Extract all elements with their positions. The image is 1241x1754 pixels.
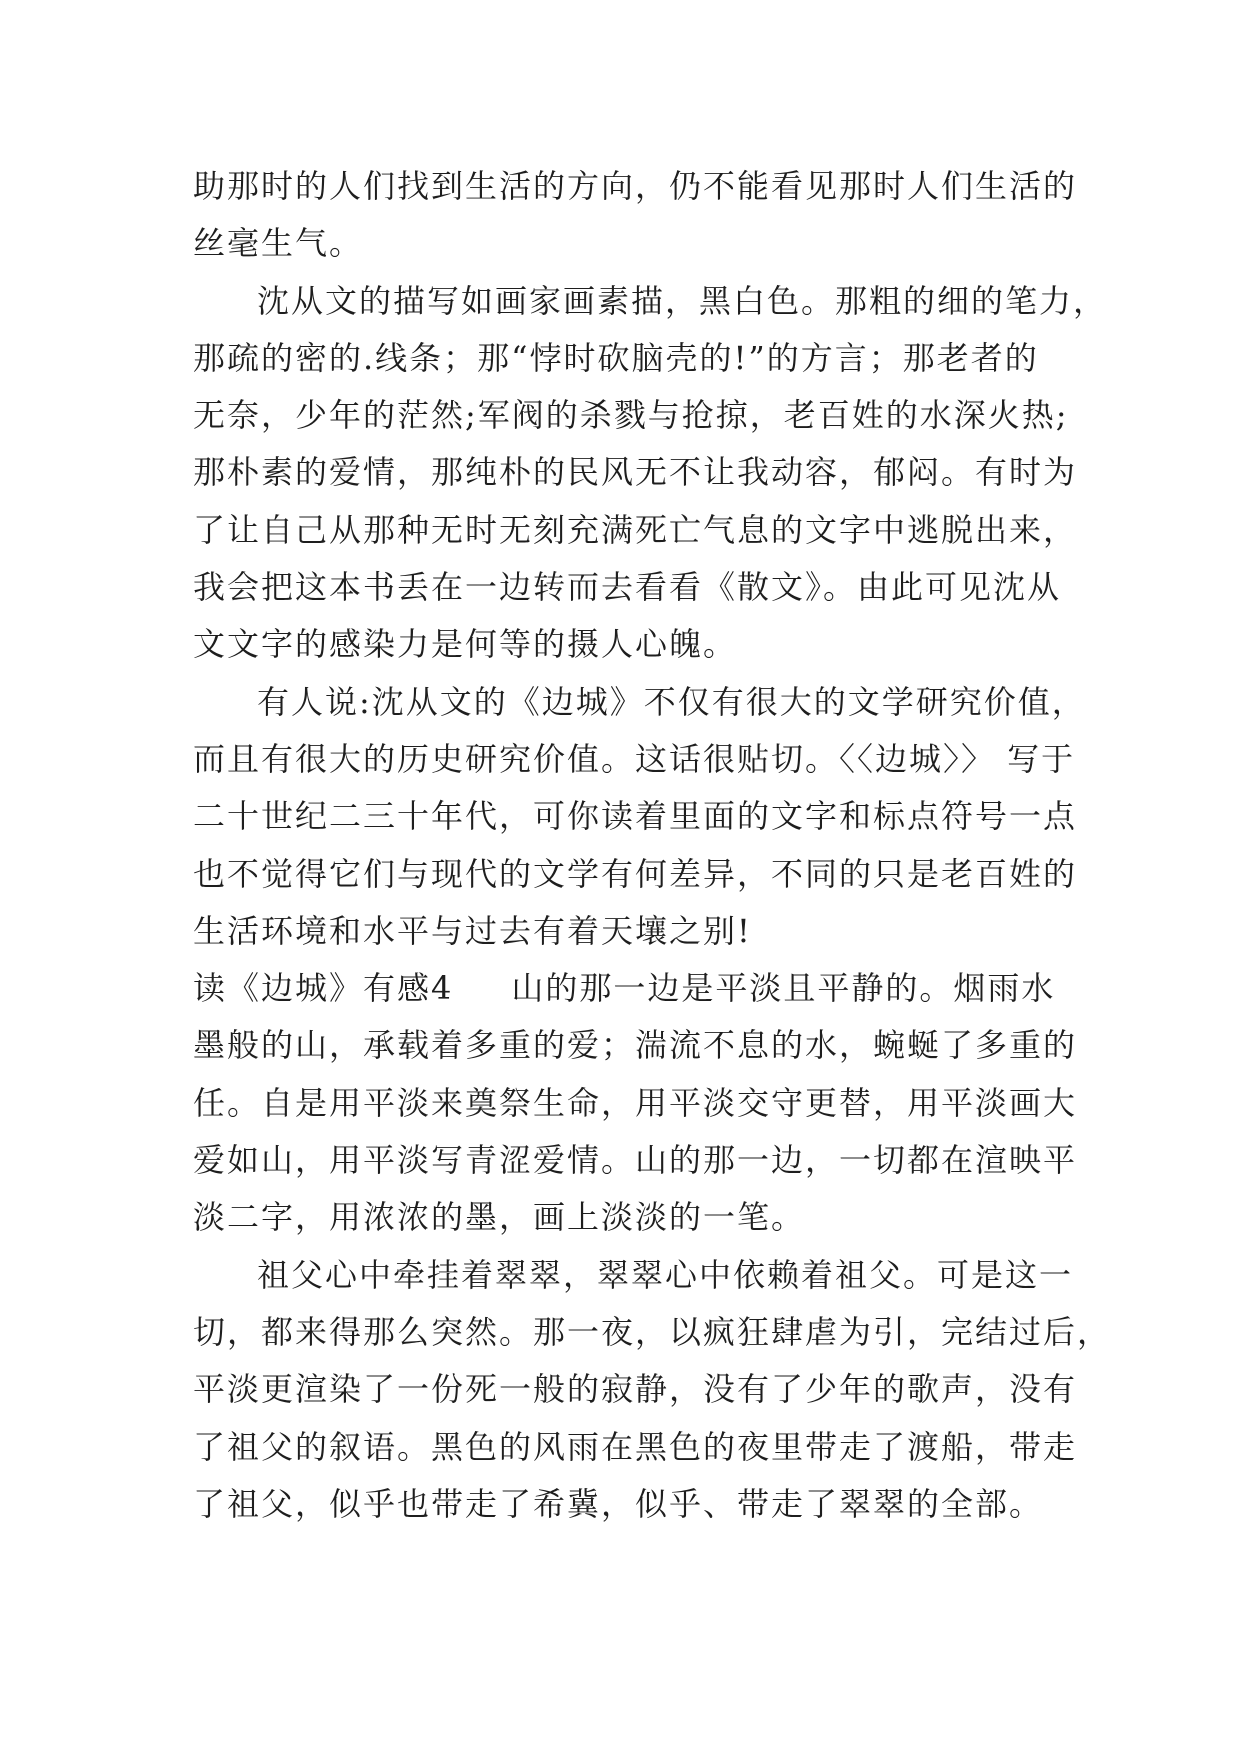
section-heading-line (193, 960, 1073, 1017)
text-line: 了祖父的叙语。黑色的风雨在黑色的夜里带走了渡船，带走 (193, 1427, 1078, 1466)
text-line: 无奈，少年的茫然;军阀的杀戮与抢掠，老百姓的水深火热; (193, 396, 1069, 435)
text-line: 那朴素的爱情，那纯朴的民风无不让我动容，郁闷。有时为 (193, 453, 1078, 492)
text-line: 我会把这本书丢在一边转而去看看《散文》。由此可见沈从 (193, 568, 1062, 607)
text-line: 也不觉得它们与现代的文学有何差异，不同的只是老百姓的 (193, 854, 1078, 893)
text-line: 生活环境和水平与过去有着天壤之别! (193, 911, 752, 950)
text-line: 爱如山，用平淡写青涩爱情。山的那一边，一切都在渲映平 (193, 1141, 1078, 1180)
paragraph-start-line: 有人说:沈从文的《边城》不仅有很大的文学研究价值， (257, 682, 1086, 721)
text-line: 淡二字，用浓浓的墨，画上淡淡的一笔。 (193, 1198, 806, 1237)
text-line: 切，都来得那么突然。那一夜，以疯狂肆虐为引，完结过后， (193, 1312, 1112, 1351)
text-line: 二十世纪二三十年代，可你读着里面的文字和标点符号一点 (193, 797, 1078, 836)
paragraph-start-line: 祖父心中牵挂着翠翠，翠翠心中依赖着祖父。可是这一 (257, 1255, 1074, 1294)
text-line: 了让自己从那种无时无刻充满死亡气息的文字中逃脱出来， (193, 510, 1078, 549)
paragraph-start-line: 沈从文的描写如画家画素描，黑白色。那粗的细的笔力， (257, 281, 1108, 320)
section-first-text: 山的那一边是平淡且平静的。烟雨水 (511, 969, 1056, 1008)
text-line: 墨般的山，承载着多重的爱；湍流不息的水，蜿蜒了多重的 (193, 1026, 1078, 1065)
text-line: 丝毫生气。 (193, 224, 364, 263)
section-heading: 读《边城》有感4 (193, 969, 454, 1008)
text-line: 而且有很大的历史研究价值。这话很贴切。〈〈边城〉〉 写于 (193, 739, 1076, 778)
text-line: 那疏的密的.线条；那“悖时砍脑壳的!”的方言；那老者的 (193, 338, 1039, 377)
text-line: 文文字的感染力是何等的摄人心魄。 (193, 625, 738, 664)
document-body (193, 158, 1112, 1533)
text-line: 平淡更渲染了一份死一般的寂静，没有了少年的歌声，没有 (193, 1370, 1078, 1409)
text-line: 了祖父，似乎也带走了希冀，似乎、带走了翠翠的全部。 (193, 1484, 1044, 1523)
text-line: 助那时的人们找到生活的方向，仍不能看见那时人们生活的 (193, 167, 1078, 205)
text-line: 任。自是用平淡来奠祭生命，用平淡交守更替，用平淡画大 (193, 1083, 1078, 1122)
